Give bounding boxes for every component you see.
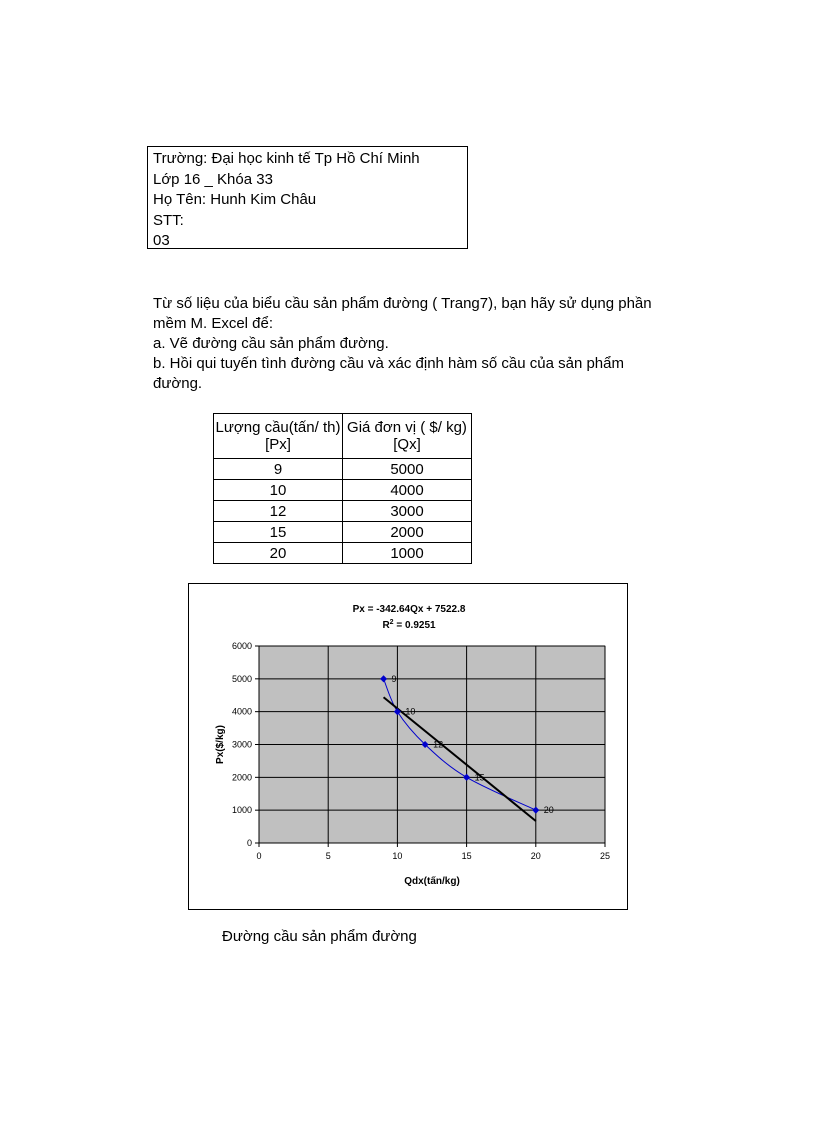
x-tick-label: 5 [325, 851, 331, 861]
header-price: Giá đơn vị ( $/ kg) [Qx] [343, 414, 472, 459]
r-squared-text [382, 619, 436, 631]
y-tick-label: 2000 [231, 772, 252, 783]
x-tick-label: 10 [392, 851, 403, 861]
cell-quantity: 20 [214, 543, 343, 564]
cell-price: 1000 [343, 543, 472, 564]
data-label: 10 [405, 706, 416, 717]
cell-price: 2000 [343, 522, 472, 543]
x-axis-label: Qdx(tấn/kg) [404, 876, 460, 887]
school-line: Trường: Đại học kinh tế Tp Hồ Chí Minh [153, 150, 420, 167]
cell-price: 4000 [343, 480, 472, 501]
cell-quantity: 10 [214, 480, 343, 501]
cell-quantity: 9 [214, 459, 343, 480]
x-tick-label: 0 [256, 851, 262, 861]
cell-quantity: 12 [214, 501, 343, 522]
task-item-a: a. Vẽ đường cầu sản phẩm đường. [153, 335, 389, 352]
stt-label: STT: [153, 211, 184, 229]
data-label: 20 [543, 805, 554, 816]
task-description [153, 294, 673, 394]
x-tick-label: 25 [599, 851, 611, 861]
data-label: 9 [391, 673, 397, 684]
table-row [214, 459, 472, 480]
name-line: Họ Tên: Hunh Kim Châu [153, 191, 317, 208]
chart-svg [189, 584, 627, 909]
cell-price: 5000 [343, 459, 472, 480]
r-squared-value: = 0.9251 [393, 620, 436, 631]
task-item-b: b. Hồi qui tuyến tình đường cầu và xác định hàm số cầu của sản phẩm đường. [153, 355, 624, 392]
table-row [214, 543, 472, 564]
table-row [214, 501, 472, 522]
trendline-equation: Px = -342.64Qx + 7522.8 [352, 604, 466, 615]
cell-price: 3000 [343, 501, 472, 522]
y-tick-label: 1000 [231, 805, 252, 816]
y-tick-label: 0 [246, 838, 252, 848]
data-label: 12 [433, 739, 444, 750]
y-tick-label: 6000 [231, 641, 252, 651]
task-intro: Từ số liệu của biểu cầu sản phẩm đường ( Trang7), bạn hãy sử dụng phần mềm M. Excel để: [153, 295, 652, 332]
chart-caption: Đường cầu sản phẩm đường [222, 928, 417, 945]
data-label: 15 [474, 772, 485, 783]
header-quantity: Lượng cầu(tấn/ th) [Px] [214, 414, 343, 459]
cell-quantity: 15 [214, 522, 343, 543]
stt-value: 03 [153, 232, 170, 249]
class-line: Lớp 16 _ Khóa 33 [153, 170, 273, 188]
table-header-row [214, 414, 472, 459]
x-tick-label: 15 [461, 851, 472, 861]
table-row [214, 480, 472, 501]
demand-table [213, 413, 472, 564]
r-squared-label: R [382, 620, 390, 631]
demand-chart [188, 583, 628, 910]
table-row [214, 522, 472, 543]
y-tick-label: 4000 [231, 706, 252, 717]
x-tick-label: 20 [530, 851, 541, 861]
y-axis-label: Px($/kg) [215, 725, 226, 764]
y-tick-label: 3000 [231, 739, 252, 750]
student-info-box [147, 146, 468, 249]
y-tick-label: 5000 [231, 673, 252, 684]
r-squared-exp: 2 [389, 619, 394, 626]
